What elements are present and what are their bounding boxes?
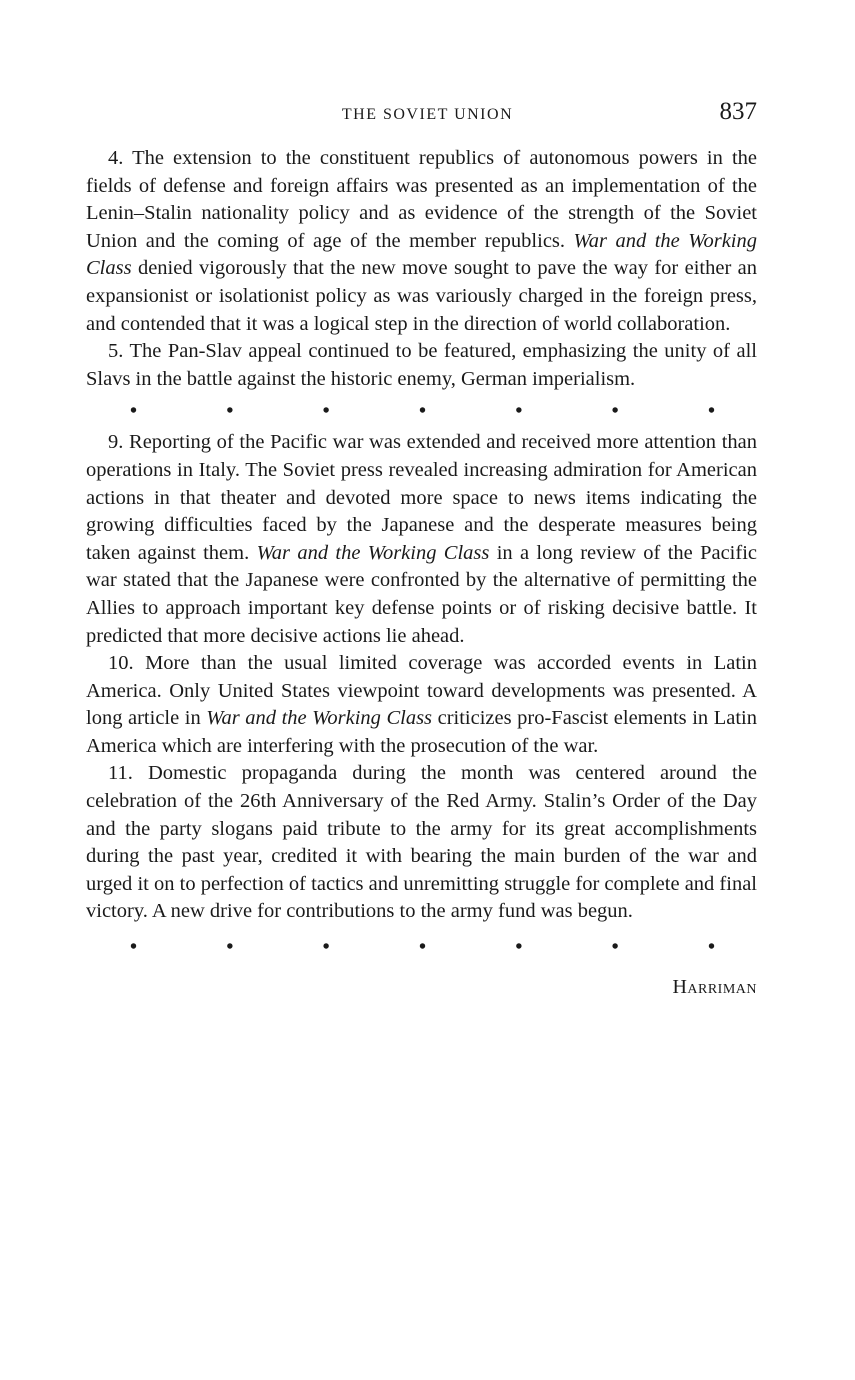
paragraph-10-italic-title: War and the Working Class	[206, 707, 433, 730]
running-title: THE SOVIET UNION	[341, 106, 514, 123]
paragraph-5	[86, 338, 757, 393]
ellipsis-dot: •	[322, 936, 330, 959]
ellipsis-dot: •	[130, 399, 138, 422]
ellipsis-dot: •	[611, 936, 619, 959]
paragraph-4	[86, 145, 757, 338]
paragraph-4-text-b: denied vigorously that the new move sought to pave the way for either an expansionist or isolationist policy as was variously charged in the foreign press, and contended that it was a logical step in the direction of world collaboration.	[86, 257, 757, 335]
paragraph-4-text-a: 4. The extension to the constituent republics of autonomous powers in the fields of defense and foreign affairs was presented as an implementation of the Lenin–Stalin nationality policy and as evidence of the strength of the Soviet Union and the coming of age of the member republics.	[86, 147, 757, 252]
paragraph-10-text-a: 10. More than the usual limited coverage was accorded events in Latin America. Only United States viewpoint toward developments was presented. A long article in	[86, 652, 757, 730]
signature: Harriman	[672, 976, 757, 999]
paragraph-5-text: 5. The Pan-Slav appeal continued to be featured, emphasizing the unity of all Slavs in the battle against the historic enemy, German imperialism.	[86, 340, 757, 390]
ellipsis-dot: •	[226, 399, 234, 422]
ellipsis-dot: •	[515, 399, 523, 422]
paragraph-9	[86, 429, 757, 650]
ellipsis-dot: •	[707, 936, 715, 959]
paragraph-11	[86, 760, 757, 926]
ellipsis-dot: •	[707, 399, 715, 422]
ellipsis-dot: •	[322, 399, 330, 422]
paragraph-9-text-b: in a long review of the Pacific war stated that the Japanese were confronted by the alternative of permitting the Allies to approach important key defense points or of risking decisive battle. It predicted that more decisive actions lie ahead.	[86, 541, 757, 647]
ellipsis-dot: •	[515, 936, 523, 959]
page-number: 837	[719, 98, 757, 125]
paragraph-10	[86, 650, 757, 760]
body-text	[86, 145, 757, 1002]
paragraph-4-italic-title: War and the Working Class	[86, 229, 758, 280]
ellipsis-dot: •	[418, 399, 426, 422]
ellipsis-separator	[86, 397, 757, 425]
ellipsis-separator	[86, 934, 757, 962]
ellipsis-dot: •	[226, 936, 234, 959]
paragraph-9-text-a: 9. Reporting of the Pacific war was extended and received more attention than operations in Italy. The Soviet press revealed increasing admiration for American actions in that theater and devoted more space to news items indicating the growing difficulties faced by the Japanese and the desperate measures being taken against them.	[86, 431, 757, 564]
paragraph-11-text: 11. Domestic propaganda during the month was centered around the celebration of the 26th Anniversary of the Red Army. Stalin’s Order of the Day and the party slogans paid tribute to the army for its great accomplishments during the past year, credited it with bearing the main burden of the war and urged it on to perfection of tactics and unremitting struggle for complete and final victory. A new drive for contributions to the army fund was begun.	[86, 762, 757, 923]
paragraph-10-text-b: criticizes pro-Fascist elements in Latin America which are interfering with the prosecution of the war.	[86, 707, 757, 757]
ellipsis-dot: •	[611, 399, 619, 422]
ellipsis-dot: •	[418, 936, 426, 959]
paragraph-9-italic-title: War and the Working Class	[256, 541, 490, 564]
ellipsis-dot: •	[130, 936, 138, 959]
